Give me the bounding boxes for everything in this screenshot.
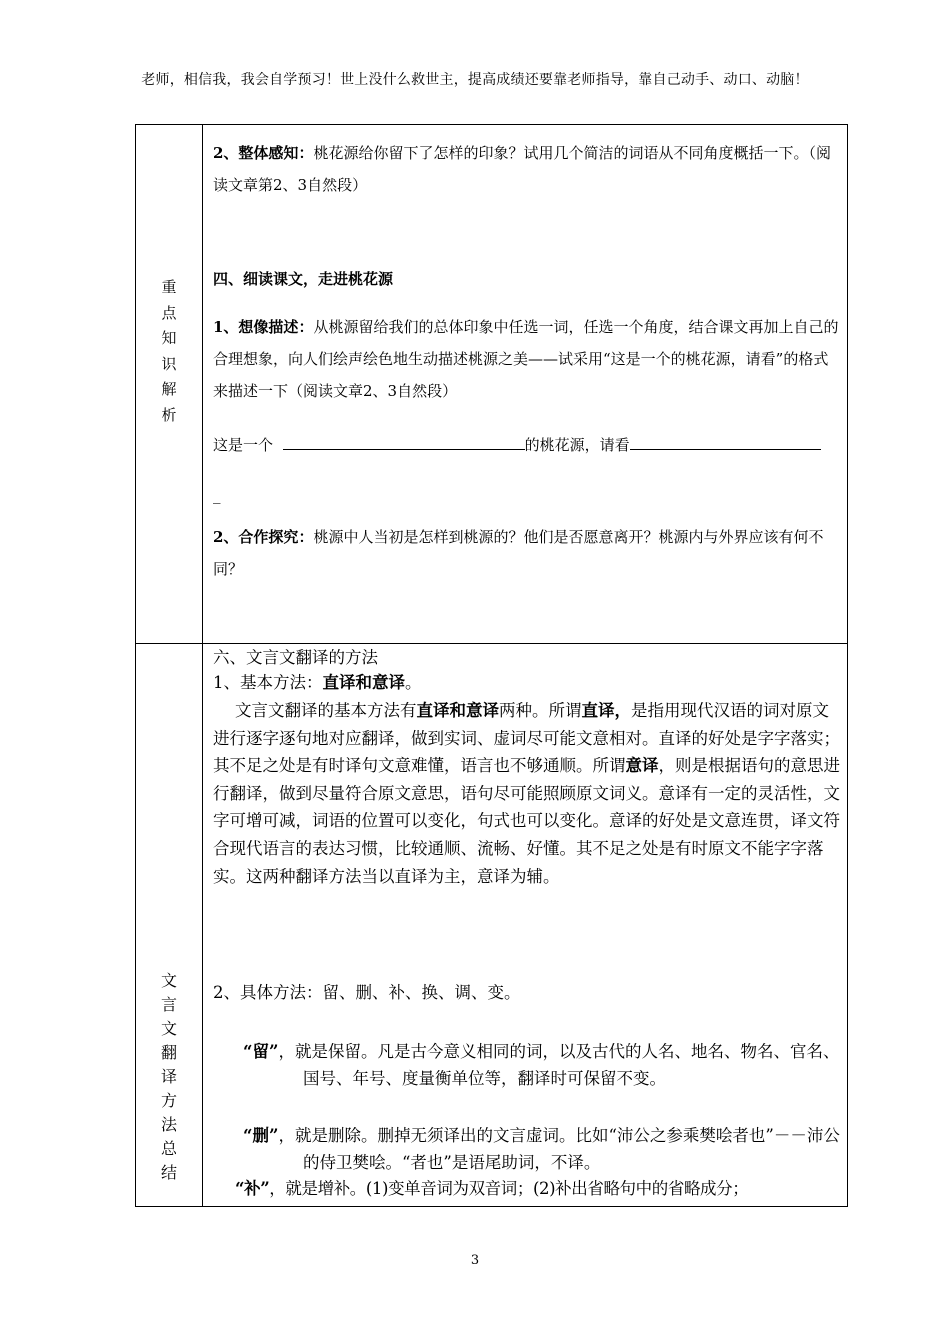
section-title: 四、细读课文，走进桃花源 [213, 270, 394, 288]
cooperative-inquiry-question: 2、合作探究：桃源中人当初是怎样到桃源的？他们是否愿意离开？桃源内与外界应该有何不同？ [213, 528, 824, 578]
method-liu: “留”，就是保留。凡是古今意义相同的词，以及古代的人名、地名、物名、官名、国号、年号、度量衡单位等，翻译时可保留不变。 [243, 1042, 840, 1088]
specific-methods: 2、具体方法：留、删、补、换、调、变。 [213, 983, 521, 1002]
side-label-translation-summary: 文 言 文 翻 译 方 法 总 结 [160, 971, 177, 1182]
side-label-key-points: 重 点 知 识 解 析 [161, 278, 177, 424]
content-cell [203, 644, 848, 1207]
answer-blank-2[interactable] [630, 431, 821, 450]
answer-blank-1[interactable] [283, 431, 525, 450]
side-label-cell [136, 644, 203, 1207]
table-row [136, 125, 848, 644]
method-shan: “删”，就是删除。删掉无须译出的文言虚词。比如“沛公之参乘樊哙者也”－－沛公的侍卫樊哙。“者也”是语尾助词，不译。 [243, 1126, 840, 1172]
method-bu: “补”，就是增补。(1)变单音词为双音词；(2)补出省略句中的省略成分； [235, 1179, 749, 1198]
lesson-table [135, 124, 848, 1207]
page-header: 老师，相信我，我会自学预习！世上没什么救世主，提高成绩还要靠老师指导，靠自己动手、动口、动脑！ [141, 72, 809, 88]
fill-in-line: 这是一个 的桃花源，请看 [213, 429, 839, 461]
basic-method-explanation: 文言文翻译的基本方法有直译和意译两种。所谓直译，是指用现代汉语的词对原文进行逐字逐句地对应翻译，做到实词、虚词尽可能文意相对。直译的好处是字字落实；其不足之处是有时译句文意难懂，语言也不够通顺。所谓意译，则是根据语句的意思进行翻译，做到尽量符合原文意思，语句尽可能照顾原文词义。意译有一定的灵活性，文字可增可减，词语的位置可以变化，句式也可以变化。意译的好处是文意连贯，译文符合现代语言的表达习惯，比较通顺、流畅、好懂。其不足之处是有时原文不能字字落实。这两种翻译方法当以直译为主，意译为辅。 [213, 701, 840, 886]
imagine-describe-question: 1、想像描述：从桃源留给我们的总体印象中任选一词，任选一个角度，结合课文再加上自己的合理想象，向人们绘声绘色地生动描述桃源之美——试采用“这是一个的桃花源，请看”的格式来描述一下（阅读文章2、3自然段） [213, 318, 839, 400]
basic-method: 1、基本方法：直译和意译。 [213, 673, 422, 692]
section-title: 六、文言文翻译的方法 [213, 648, 378, 667]
fill-in-continuation: _ [213, 486, 221, 504]
content-cell [203, 125, 848, 644]
side-label-cell [136, 125, 203, 644]
table-row [136, 644, 848, 1207]
overall-perception-question: 2、整体感知：桃花源给你留下了怎样的印象？试用几个简洁的词语从不同角度概括一下。（阅读文章第2、3自然段） [213, 144, 831, 194]
page-number: 3 [470, 1253, 480, 1268]
